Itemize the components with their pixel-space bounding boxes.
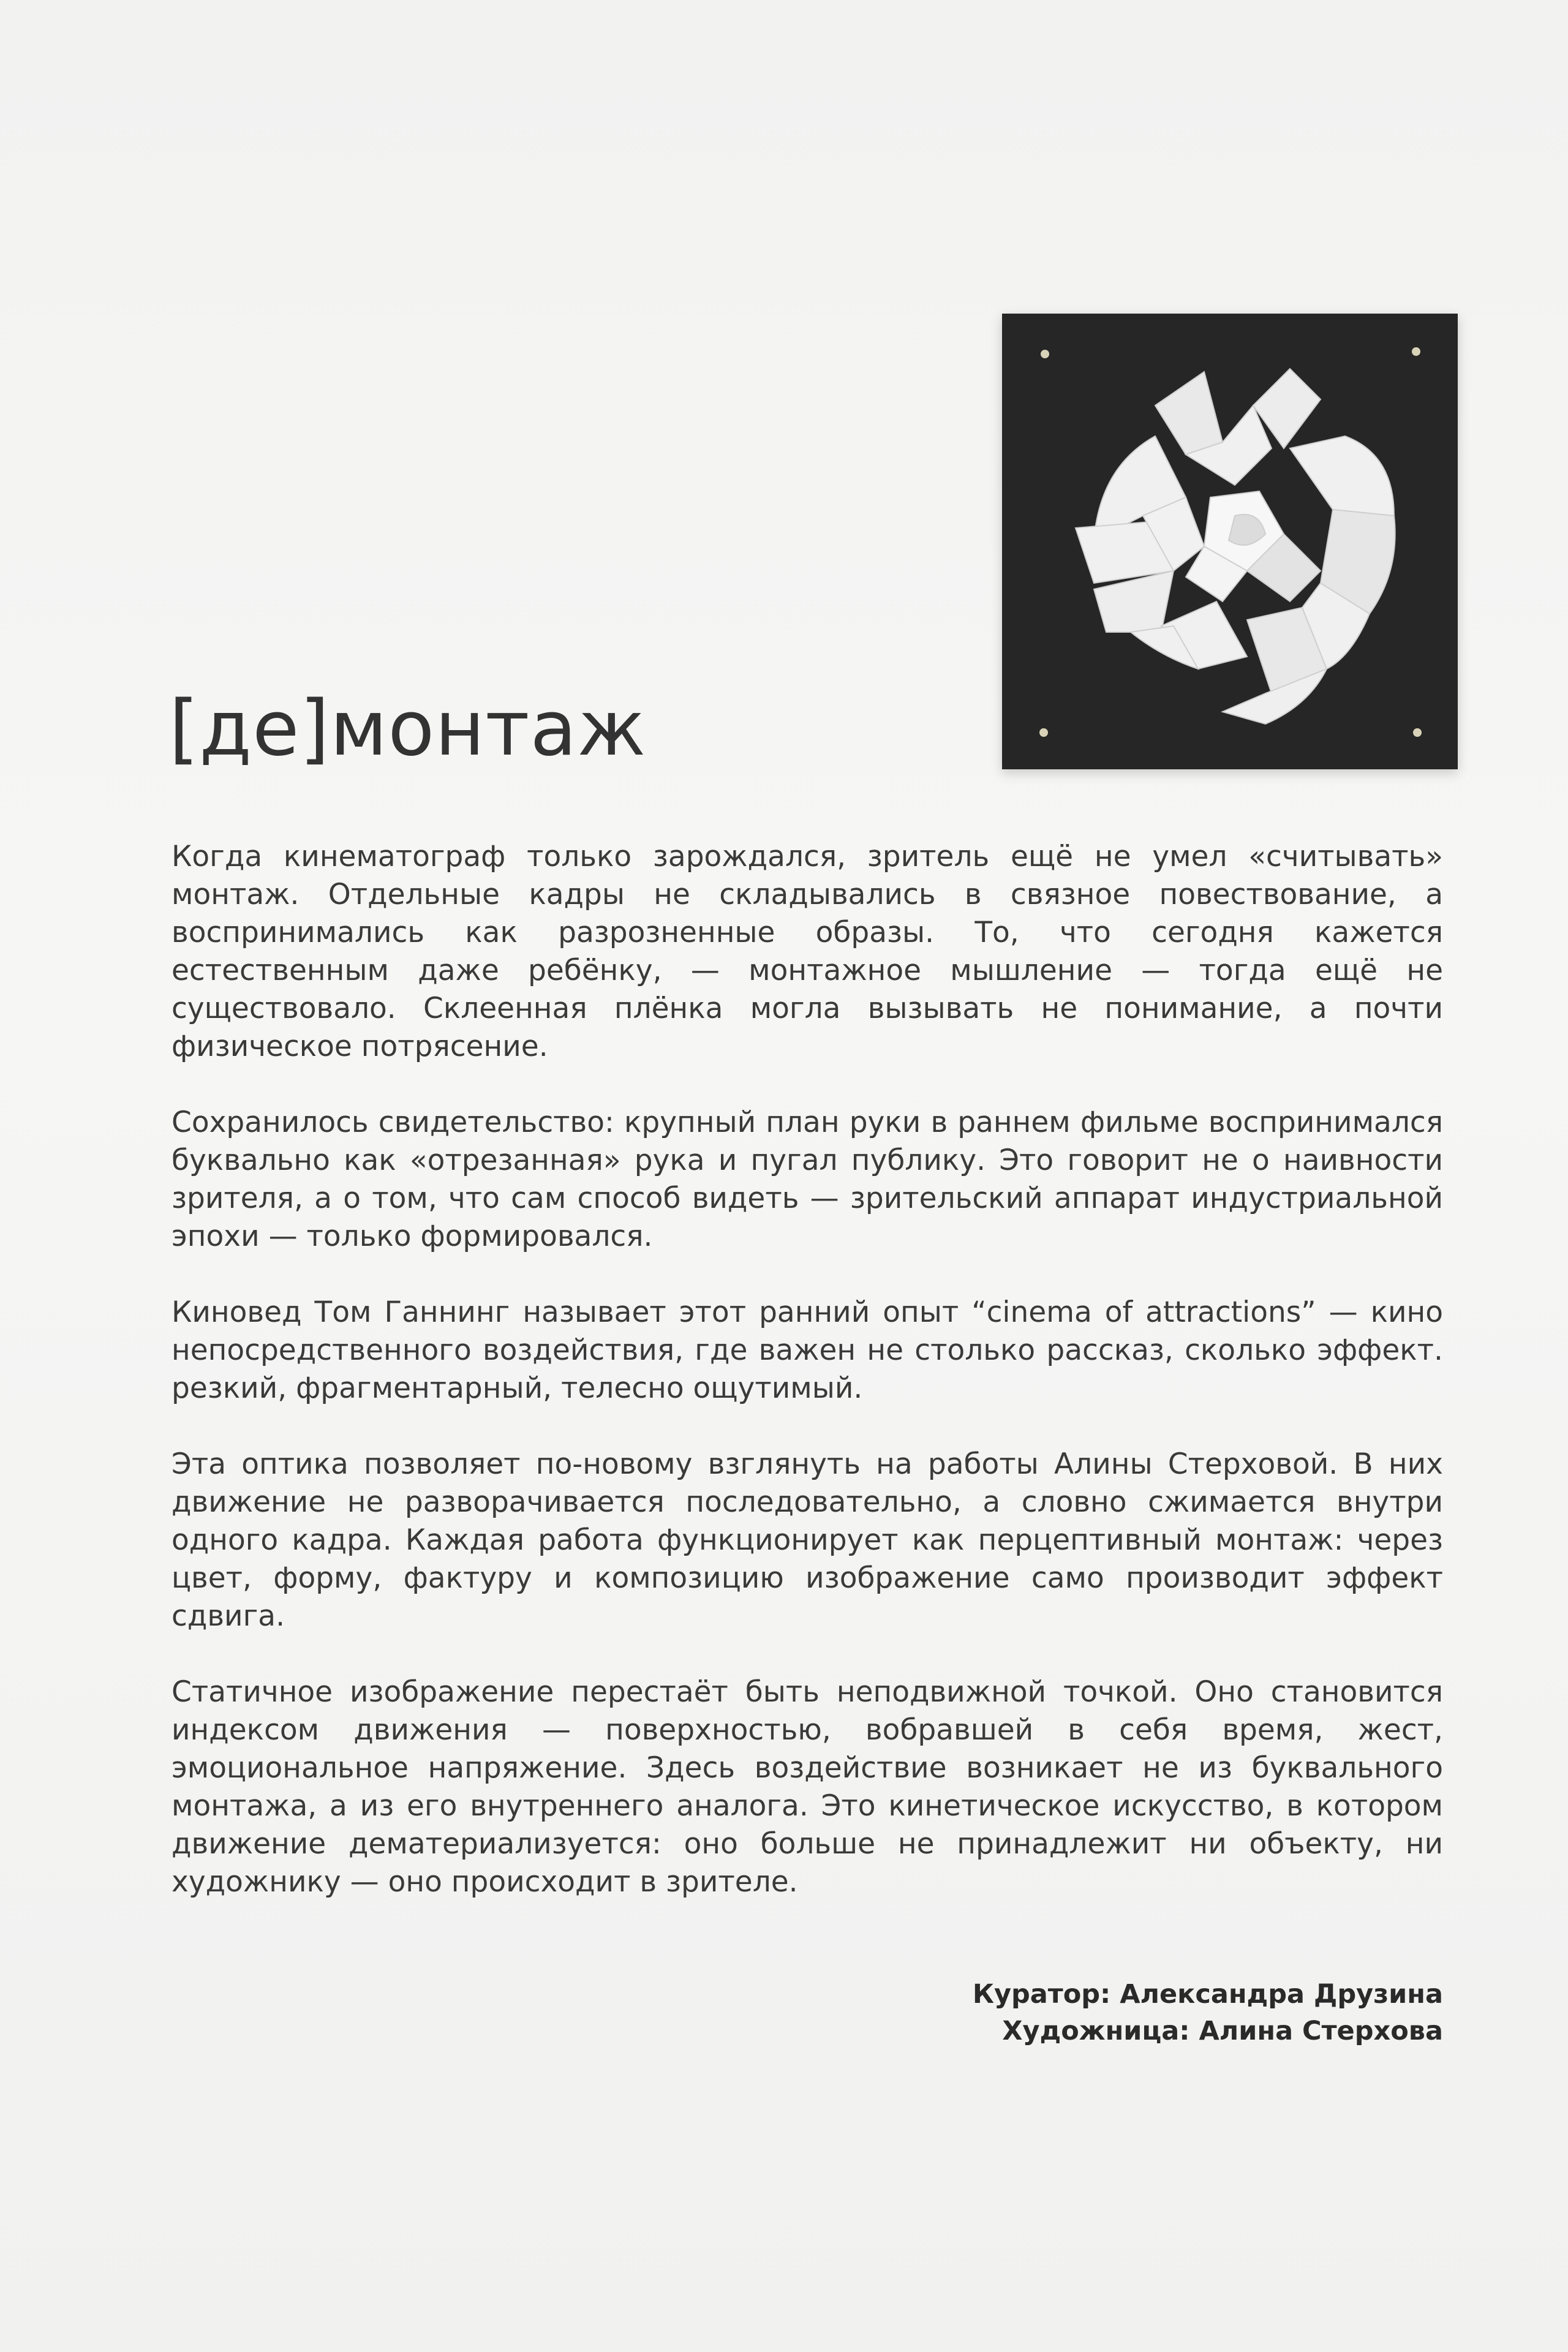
paragraph-2: Сохранилось свидетельство: крупный план руки в раннем фильме воспринимался буквально как «отрезанная» рука и пугал публику. Это говорит не о наивности зрителя, а о том, что сам способ видеть — зрительский аппарат индустриальной эпохи — только формировался. <box>172 1106 1443 1253</box>
credits <box>973 1976 1443 2049</box>
paragraph-4: Эта оптика позволяет по-новому взглянуть на работы Алины Стерховой. В них движение не разворачивается последовательно, а словно сжимается внутри одного кадра. Каждая работа функционирует как перцептивный монтаж: через цвет, форму, фактуру и композицию изображение само производит эффект сдвига. <box>172 1447 1443 1633</box>
broken-plate-artwork <box>1002 314 1458 769</box>
page-title: [де]монтаж <box>169 685 647 773</box>
paragraph-5: Статичное изображение перестаёт быть неподвижной точкой. Оно становится индексом движения — поверхностью, вобравшей в себя время, жест, эмоциональное напряжение. Здесь воздействие возникает не из буквального монтажа, а из его внутреннего аналога. Это кинетическое искусство, в котором движение дематериализуется: оно больше не принадлежит ни объекту, ни художнику — оно происходит в зрителе. <box>172 1675 1443 1899</box>
pin-bottom-left <box>1039 728 1048 737</box>
broken-plate-icon <box>1002 314 1458 769</box>
plate-shards <box>1076 369 1395 724</box>
exhibition-text <box>172 838 1443 1939</box>
pin-top-left <box>1041 350 1049 358</box>
pin-top-right <box>1412 347 1420 356</box>
curator-credit: Куратор: Александра Друзина <box>972 1979 1443 2010</box>
artist-credit: Художница: Алина Стерхова <box>1002 2016 1443 2046</box>
paragraph-1: Когда кинематограф только зарождался, зритель ещё не умел «считывать» монтаж. Отдельные кадры не складывались в связное повествование, а воспринимались как разрозненные образы. То, что сегодня кажется естественным даже ребёнку, — монтажное мышление — тогда ещё не существовало. Склеенная плёнка могла вызывать не понимание, а почти физическое потрясение. <box>172 840 1443 1063</box>
pin-bottom-right <box>1413 728 1422 737</box>
paragraph-3: Киновед Том Ганнинг называет этот ранний опыт “cinema of attractions” — кино непосредственного воздействия, где важен не столько рассказ, сколько эффект. резкий, фрагментарный, телесно ощутимый. <box>172 1295 1443 1405</box>
